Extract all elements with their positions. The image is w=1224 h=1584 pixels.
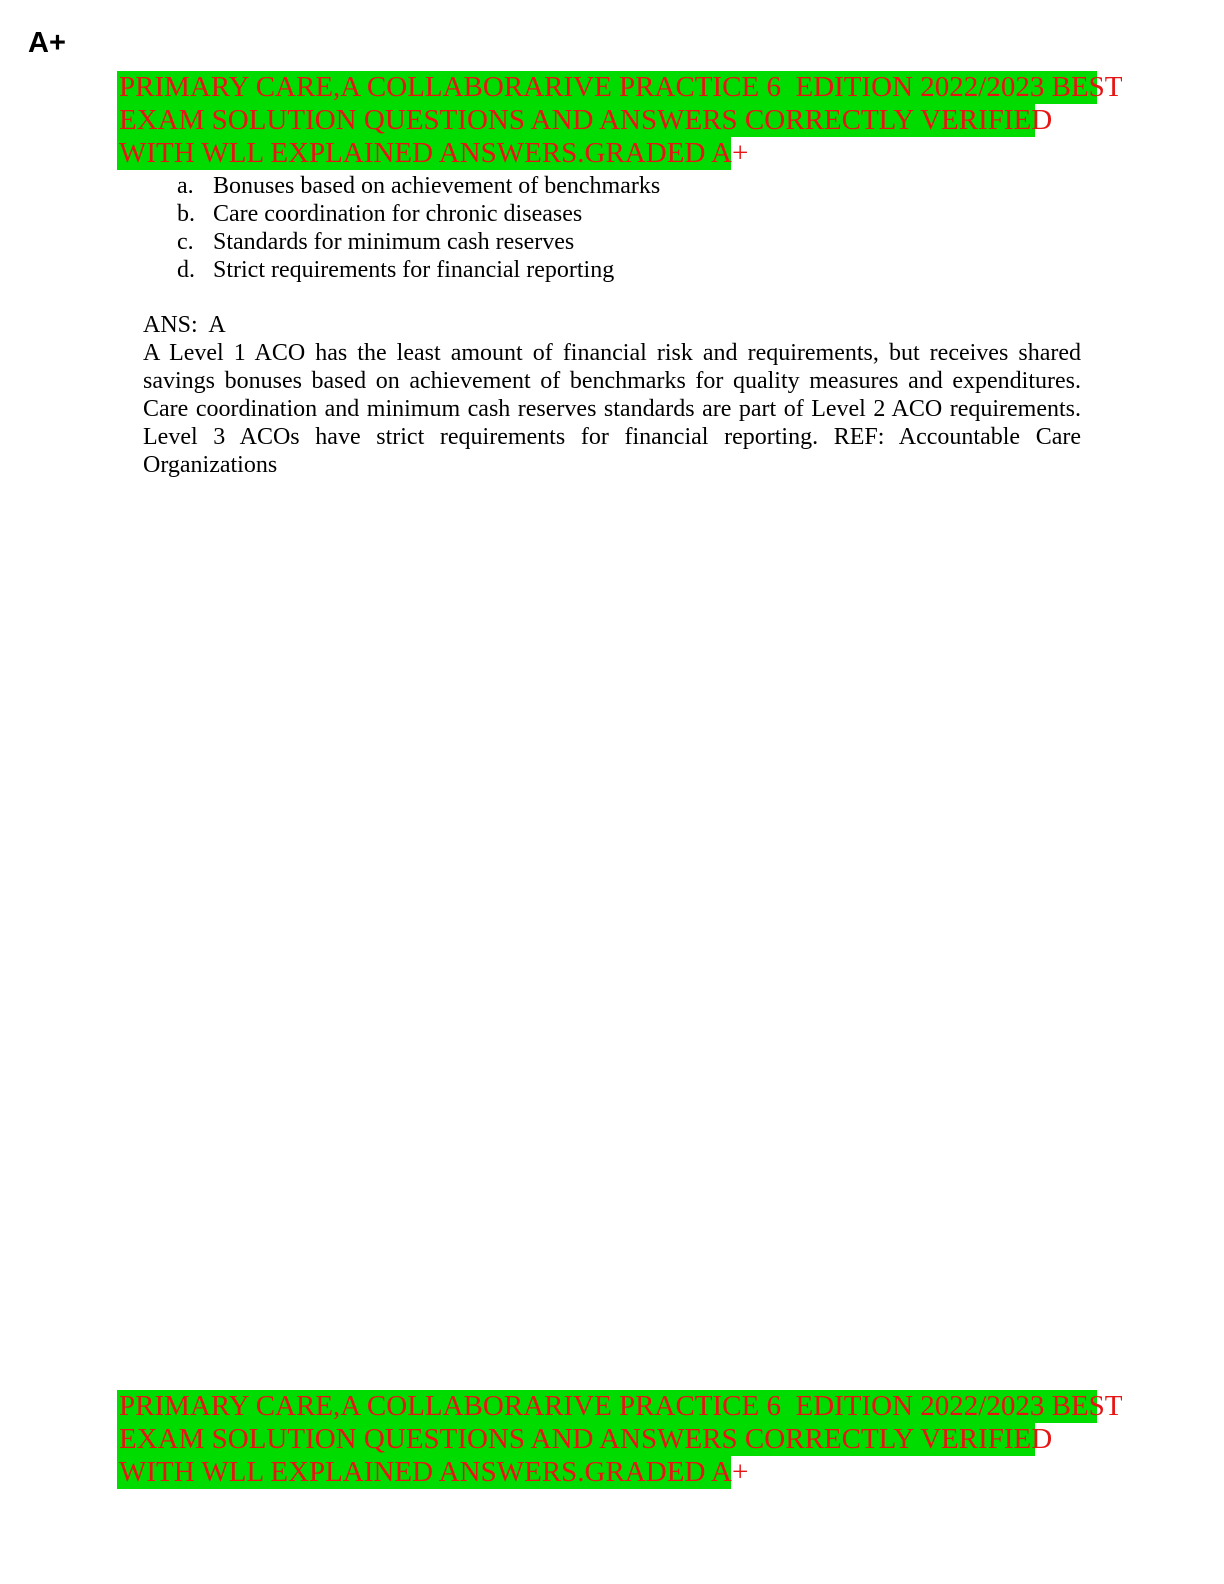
option-text: Bonuses based on achievement of benchmarks xyxy=(213,173,661,199)
banner-top-line-1: PRIMARY CARE,A COLLABORARIVE PRACTICE 6 EDITION 2022/2023 BEST xyxy=(119,71,1123,103)
answer-explanation: A Level 1 ACO has the least amount of financial risk and requirements, but receives shared savings bonuses based on achievement of benchmarks for quality measures and expenditures. Care coordination and minimum cash reserves standards are part of Level 2 ACO requirements. Level 3 ACOs have strict requirements for financial reporting. REF: Accountable Care Organizations xyxy=(143,340,1081,478)
option-row-c xyxy=(177,228,660,256)
option-text: Standards for minimum cash reserves xyxy=(213,229,575,255)
grade-mark: A+ xyxy=(28,27,66,59)
banner-top-line-2: EXAM SOLUTION QUESTIONS AND ANSWERS CORRECTLY VERIFIED xyxy=(119,104,1053,136)
option-row-d xyxy=(177,256,660,284)
banner-top-line-3: WITH WLL EXPLAINED ANSWERS.GRADED A+ xyxy=(119,137,749,169)
option-text: Care coordination for chronic diseases xyxy=(213,201,583,227)
answer-options-list xyxy=(177,172,660,284)
option-letter: a. xyxy=(177,173,194,199)
option-letter: d. xyxy=(177,257,195,283)
title-banner-top xyxy=(117,71,1123,170)
option-row-a xyxy=(177,172,660,200)
banner-bottom-line-3: WITH WLL EXPLAINED ANSWERS.GRADED A+ xyxy=(119,1456,749,1488)
banner-bottom-line-2: EXAM SOLUTION QUESTIONS AND ANSWERS CORRECTLY VERIFIED xyxy=(119,1423,1053,1455)
option-letter: b. xyxy=(177,201,195,227)
answer-label: ANS: A xyxy=(143,312,226,338)
title-banner-bottom xyxy=(117,1390,1123,1489)
option-letter: c. xyxy=(177,229,194,255)
banner-bottom-line-1: PRIMARY CARE,A COLLABORARIVE PRACTICE 6 EDITION 2022/2023 BEST xyxy=(119,1390,1123,1422)
option-text: Strict requirements for financial reporting xyxy=(213,257,615,283)
option-row-b xyxy=(177,200,660,228)
